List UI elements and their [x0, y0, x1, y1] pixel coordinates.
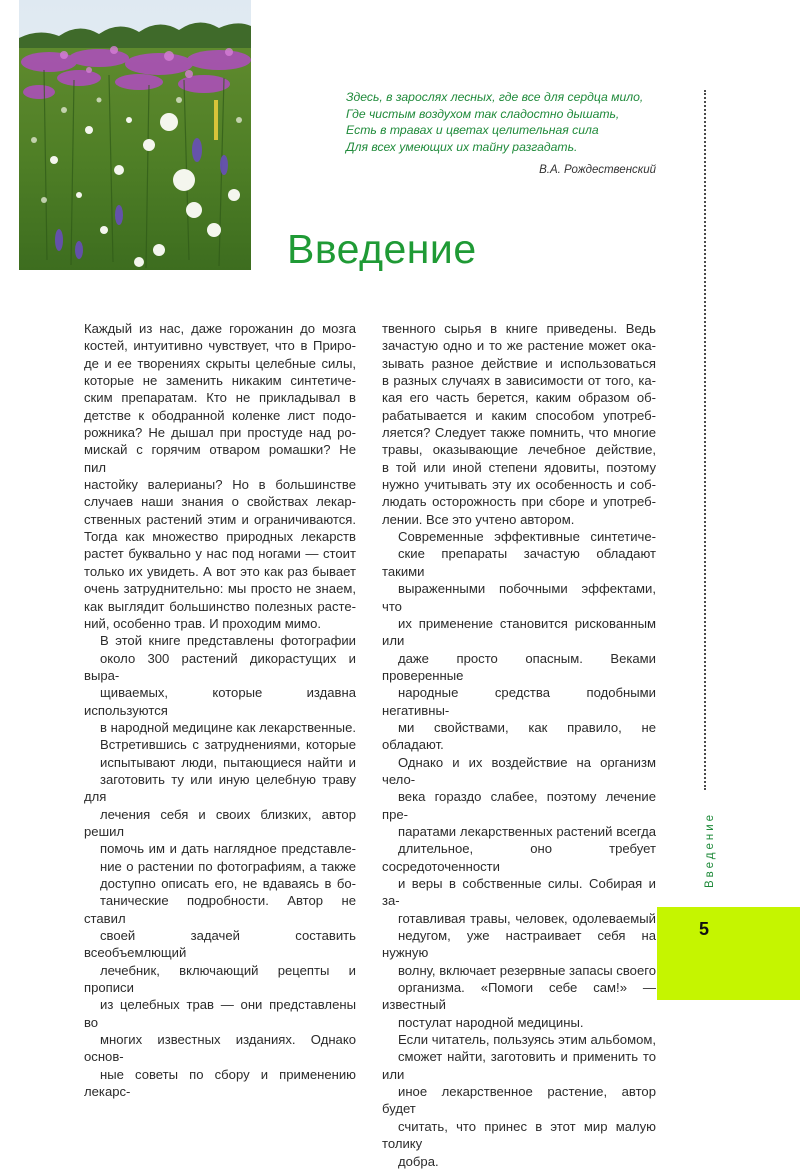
- paragraph: [84, 632, 356, 1100]
- text-line: мискай с горячим отваром ромашки? Не пил: [84, 442, 356, 475]
- text-line: постулат народной медицины.: [398, 1014, 584, 1030]
- text-line: кая его часть берется, каким образом об-: [382, 390, 656, 406]
- right-column: [382, 320, 656, 1170]
- epigraph-line: Где чистым воздухом так сладостно дышать,: [346, 106, 620, 121]
- text-line: ляется? Следует также помнить, что многие: [382, 425, 656, 441]
- text-line: травы, оказывающие лечебное действие,: [382, 442, 656, 458]
- text-line: народные средства подобными негативны-: [382, 685, 656, 718]
- text-line: В этой книге представлены фотографии: [100, 633, 356, 649]
- text-line: добра.: [398, 1153, 439, 1169]
- text-line: детстве к ободранной коленке лист подо-: [84, 407, 356, 423]
- paragraph: [84, 320, 356, 632]
- text-line: иное лекарственное растение, автор будет: [382, 1084, 656, 1117]
- text-line: настойку валерианы? Но в большинстве: [84, 477, 356, 493]
- paragraph: [382, 320, 656, 528]
- text-line: которые не заменить никаким синтетиче-: [84, 373, 356, 389]
- text-line: рабатывается и каким способом употреб-: [382, 407, 656, 423]
- text-line: нужно учитывать эту их особенность и соб-: [382, 477, 656, 493]
- text-line: лечебник, включающий рецепты и прописи: [84, 962, 356, 996]
- text-line: Однако и их воздействие на организм чело-: [382, 754, 656, 787]
- page-number: 5: [699, 919, 710, 939]
- text-line: ные советы по сбору и применению лекарс-: [84, 1066, 356, 1100]
- text-line: волну, включает резервные запасы своего: [398, 962, 656, 978]
- text-line: зывать разное действие и использоваться: [382, 355, 656, 371]
- page-number-box: [657, 907, 800, 1000]
- text-line: зачастую одно и то же растение может ока-: [382, 338, 656, 354]
- text-line: сможет найти, заготовить и применить то или: [382, 1049, 656, 1082]
- text-line: около 300 растений дикорастущих и выра-: [84, 650, 356, 683]
- epigraph-author: В.А. Рождественский: [539, 164, 656, 177]
- text-line: костей, интуитивно чувствует, что в Приро-: [84, 338, 356, 354]
- text-line: как выглядит большинство полезных расте-: [84, 598, 356, 614]
- left-column: [84, 320, 356, 1100]
- text-line: твенного сырья в книге приведены. Ведь: [382, 321, 656, 336]
- text-line: растет буквально у нас под ногами — стоит: [84, 546, 356, 562]
- text-line: рожника? Не дышал при простуде над ро-: [84, 425, 356, 441]
- text-line: их применение становится рискованным или: [382, 615, 656, 649]
- text-line: людать осторожность при сборе и употреб-: [382, 494, 656, 510]
- text-line: и веры в собственные силы. Собирая и за-: [382, 876, 656, 909]
- text-line: в той или иной степени ядовиты, поэтому: [382, 459, 656, 475]
- text-line: паратами лекарственных растений всегда: [398, 823, 656, 839]
- text-line: в народной медицине как лекарственные.: [100, 719, 356, 735]
- text-line: выраженными побочными эффектами, что: [382, 581, 656, 614]
- text-line: испытывают люди, пытающиеся найти и: [100, 754, 356, 770]
- text-line: из целебных трав — они представлены во: [84, 997, 356, 1030]
- text-line: ний, особенно трав. И проходим мимо.: [84, 615, 321, 631]
- text-line: недугом, уже настраивает себя на нужную: [382, 928, 656, 961]
- text-line: ственных растений этим и ограничиваются.: [84, 511, 356, 527]
- epigraph-line: Здесь, в зарослях лесных, где все для сердца мило,: [346, 90, 644, 104]
- text-line: века гораздо слабее, поэтому лечение пре-: [382, 789, 656, 822]
- text-line: Современные эффективные синтетиче-: [398, 529, 656, 545]
- text-line: организма. «Помоги себе сам!» — известный: [382, 980, 656, 1013]
- text-line: заготовить ту или иную целебную траву для: [84, 771, 356, 805]
- meadow-photo: [19, 0, 251, 270]
- text-line: своей задачей составить всеобъемлющий: [84, 928, 356, 961]
- text-line: многих известных изданиях. Однако основ-: [84, 1032, 356, 1065]
- dotted-divider: [704, 90, 706, 790]
- epigraph-line: Для всех умеющих их тайну разгадать.: [346, 139, 578, 154]
- epigraph-line: Есть в травах и цветах целительная сила: [346, 123, 599, 138]
- epigraph: [346, 89, 666, 176]
- side-running-head: [700, 811, 720, 889]
- text-line: де и ее творениях скрыты целебные силы,: [84, 355, 356, 371]
- text-line: доступно описать его, не вдаваясь в бо-: [100, 876, 356, 891]
- text-line: случаев наши знания о свойствах лекар-: [84, 494, 356, 510]
- text-line: помочь им и дать наглядное представле-: [100, 841, 356, 857]
- text-line: только их увидеть. А вот это как раз бывает: [84, 563, 356, 579]
- text-line: в разных случаях в зависимости от того, ка-: [382, 373, 656, 389]
- text-line: готавливая травы, человек, одолеваемый: [398, 910, 656, 926]
- text-line: Встретившись с затруднениями, которые: [100, 737, 356, 753]
- text-line: ние о растении по фотографиям, а также: [100, 858, 356, 874]
- text-line: даже просто опасным. Веками проверенные: [382, 650, 656, 683]
- text-line: Если читатель, пользуясь этим альбомом,: [398, 1032, 656, 1048]
- text-line: ские препараты зачастую обладают такими: [382, 546, 656, 579]
- text-line: танические подробности. Автор не ставил: [84, 893, 356, 926]
- text-line: очень затруднительно: мы просто не знаем,: [84, 581, 356, 597]
- paragraph: [382, 528, 656, 1031]
- text-line: считать, что принес в этот мир малую толику: [382, 1118, 656, 1152]
- text-line: ским препаратам. Кто не прикладывал в: [84, 390, 356, 406]
- side-running-head-text: Введение: [704, 811, 716, 889]
- text-line: щиваемых, которые издавна используются: [84, 685, 356, 718]
- text-line: ми свойствами, как правило, не обладают.: [382, 719, 656, 753]
- text-line: длительное, оно требует сосредоточенности: [382, 841, 656, 874]
- paragraph: [382, 1031, 656, 1170]
- text-line: лении. Все это учтено автором.: [382, 511, 575, 527]
- text-line: Тогда как множество природных лекарств: [84, 529, 356, 545]
- text-line: Каждый из нас, даже горожанин до мозга: [84, 321, 356, 336]
- page-title: Введение: [287, 226, 477, 272]
- text-line: лечения себя и своих близких, автор решил: [84, 806, 356, 839]
